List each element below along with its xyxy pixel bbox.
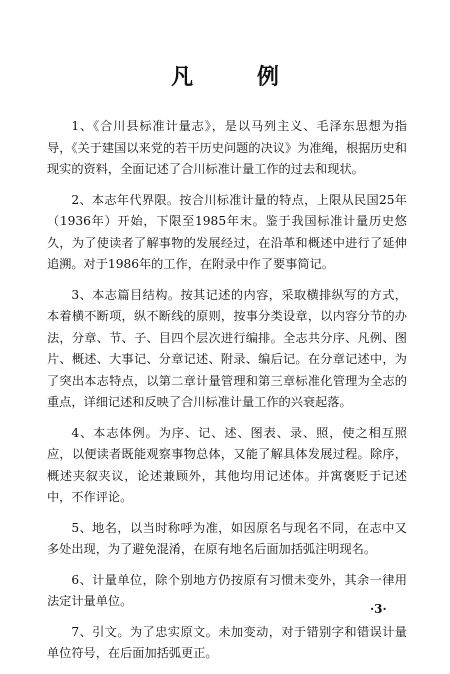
page-number: ·3· xyxy=(370,602,387,616)
paragraph-3: 3、本志篇目结构。按其记述的内容，采取横排纵写的方式，本着横不断项，纵不断线的原则，按事分类设章，以内容分节的办法，分章、节、子、目四个层次进行编排。全志共分序、凡例、图片、概述、大事记、分章记述、附录、编后记。在分章记述中，为了突出本志特点，以第二章计量管理和第三章标准化管理为全志的重点，详细记述和反映了合川标准计量工作的兴衰起落。 xyxy=(47,287,407,409)
paragraph-7: 7、引文。为了忠实原文。未加变动，对于错别字和错误计量单位符号，在后面加括弧更正。 xyxy=(47,624,407,660)
paragraph-6: 6、计量单位，除个别地方仍按原有习惯未变外，其余一律用法定计量单位。 xyxy=(47,572,407,608)
paragraph-2: 2、本志年代界限。按合川标准计量的特点，上限从民国25年（1936年）开始，下限至1985年末。鉴于我国标准计量历史悠久，为了使读者了解事物的发展经过，在沿革和概述中进行了延伸追溯。对于1986年的工作，在附录中作了要事简记。 xyxy=(47,192,407,271)
paragraph-5: 5、地名，以当时称呼为准，如因原名与现名不同，在志中又多处出现，为了避免混淆，在原有地名后面加括弧注明现名。 xyxy=(47,520,407,556)
page-title: 凡 例 xyxy=(171,64,307,90)
paragraph-1: 1、《合川县标准计量志》，是以马列主义、毛泽东思想为指导，《关于建国以来党的若干历史问题的决议》为准绳，根据历史和现实的资料，全面记述了合川标准计量工作的过去和现状。 xyxy=(47,119,407,176)
paragraph-4: 4、本志体例。为序、记、述、图表、录、照，使之相互照应，以便读者既能观察事物总体，又能了解具体发展过程。除序，概述夹叙夹议，论述兼顾外，其他均用记述体。并寓褒贬于记述中，不作评论。 xyxy=(47,425,407,504)
document-body xyxy=(47,116,407,674)
